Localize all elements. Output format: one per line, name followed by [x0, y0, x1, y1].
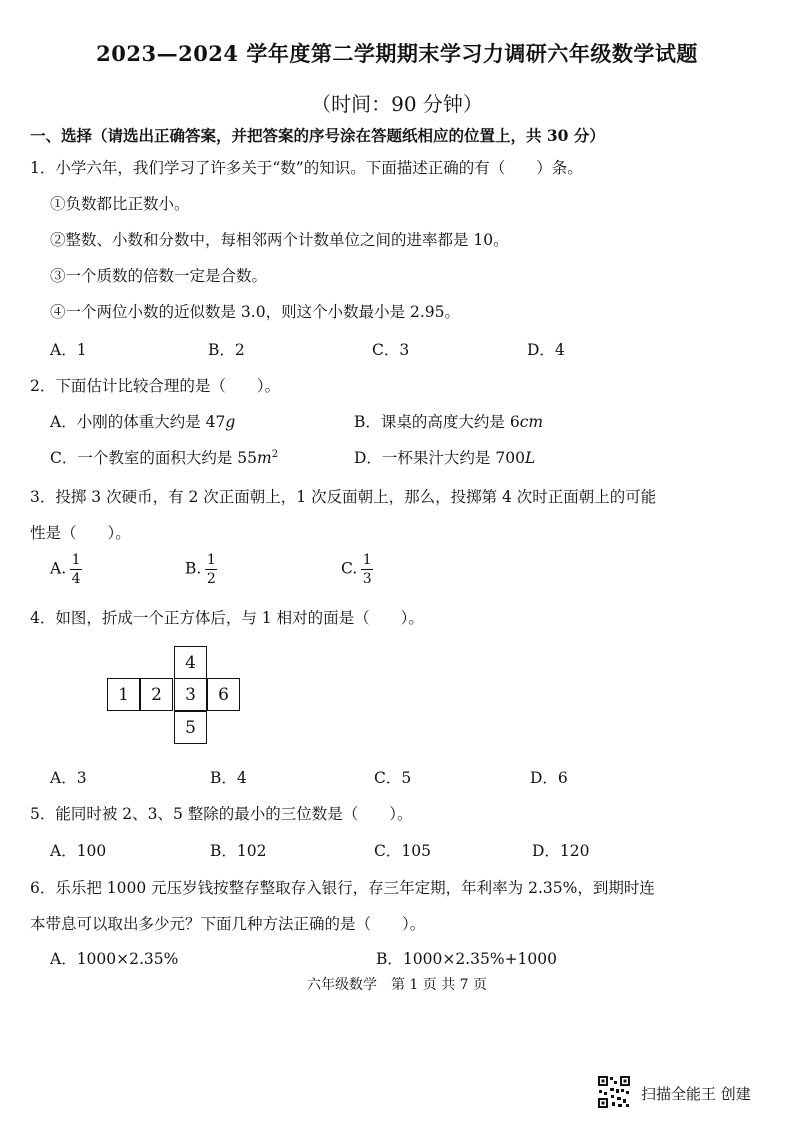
- exam-duration: （时间：90 分钟）: [311, 92, 483, 116]
- question-2-option-c: C．一个教室的面积大约是 $55m^2$: [50, 448, 279, 467]
- question-3-option-c: C. $\frac{1}{3}$: [341, 552, 372, 587]
- question-2-stem: 2．下面估计比较合理的是（ ）。: [30, 377, 281, 395]
- cube-net-diagram: [107, 646, 242, 747]
- question-1-option-d: D．4: [527, 341, 565, 359]
- question-6-option-b: B．1000×2.35%+1000: [376, 950, 557, 968]
- question-1-statement-4: ④一个两位小数的近似数是 3.0，则这个小数最小是 2.95。: [50, 303, 461, 321]
- qr-code-icon: [597, 1075, 631, 1109]
- fraction: $\frac{1}{2}$: [206, 552, 216, 587]
- net-face-2: 2: [140, 678, 173, 711]
- question-3-stem-line-1: 3．投掷 3 次硬币，有 2 次正面朝上，1 次反面朝上，那么，投掷第 4 次时正面朝上的可能: [30, 488, 657, 506]
- question-4-stem: 4．如图，折成一个正方体后，与 1 相对的面是（ ）。: [30, 609, 424, 627]
- question-1-option-b: B．2: [208, 341, 245, 359]
- question-3-option-a: A. $\frac{1}{4}$: [50, 552, 81, 587]
- question-5-option-d: D．120: [532, 842, 590, 860]
- question-4-option-b: B．4: [210, 769, 247, 787]
- question-2-option-d: D．一杯果汁大约是 700L: [354, 449, 536, 467]
- net-face-3: 3: [174, 678, 207, 711]
- question-3-stem-line-2: 性是（ ）。: [30, 524, 131, 542]
- question-4-option-c: C．5: [374, 769, 412, 787]
- scanner-watermark: 扫描全能王 创建: [641, 1085, 751, 1103]
- question-1-option-a: A．1: [50, 341, 87, 359]
- question-1-stem: 1．小学六年，我们学习了许多关于“数”的知识。下面描述正确的有（ ）条。: [30, 159, 583, 177]
- question-1-option-c: C．3: [372, 341, 410, 359]
- page-title: 2023—2024 学年度第二学期期末学习力调研六年级数学试题: [96, 41, 698, 66]
- question-6-stem-line-1: 6．乐乐把 1000 元压岁钱按整存整取存入银行，存三年定期，年利率为 2.35%，到期时连: [30, 879, 655, 897]
- fraction: $\frac{1}{4}$: [71, 552, 81, 587]
- net-face-6: 6: [207, 678, 240, 711]
- question-1-statement-2: ②整数、小数和分数中，每相邻两个计数单位之间的进率都是 10。: [50, 231, 509, 249]
- question-5-option-a: A．100: [50, 842, 107, 860]
- question-4-option-d: D．6: [530, 769, 568, 787]
- net-face-4: 4: [174, 646, 207, 679]
- section-heading: 一、选择（请选出正确答案，并把答案的序号涂在答题纸相应的位置上，共 30 分）: [30, 126, 605, 145]
- fraction: $\frac{1}{3}$: [362, 552, 372, 587]
- question-3-option-b: B. $\frac{1}{2}$: [185, 552, 216, 587]
- page-footer: 六年级数学 第 1 页 共 7 页: [306, 977, 488, 993]
- question-4-option-a: A．3: [50, 769, 87, 787]
- question-2-option-b: B．课桌的高度大约是 6cm: [354, 413, 544, 431]
- question-1-statement-3: ③一个质数的倍数一定是合数。: [50, 267, 268, 285]
- question-5-option-c: C．105: [374, 842, 431, 860]
- question-5-stem: 5．能同时被 2、3、5 整除的最小的三位数是（ ）。: [30, 805, 413, 823]
- question-1-statement-1: ①负数都比正数小。: [50, 195, 190, 213]
- question-2-option-a: A．小刚的体重大约是 47g: [50, 413, 236, 431]
- question-6-option-a: A．1000×2.35%: [50, 950, 179, 968]
- net-face-1: 1: [107, 678, 140, 711]
- question-6-stem-line-2: 本带息可以取出多少元？下面几种方法正确的是（ ）。: [30, 915, 426, 933]
- question-5-option-b: B．102: [210, 842, 267, 860]
- net-face-5: 5: [174, 711, 207, 744]
